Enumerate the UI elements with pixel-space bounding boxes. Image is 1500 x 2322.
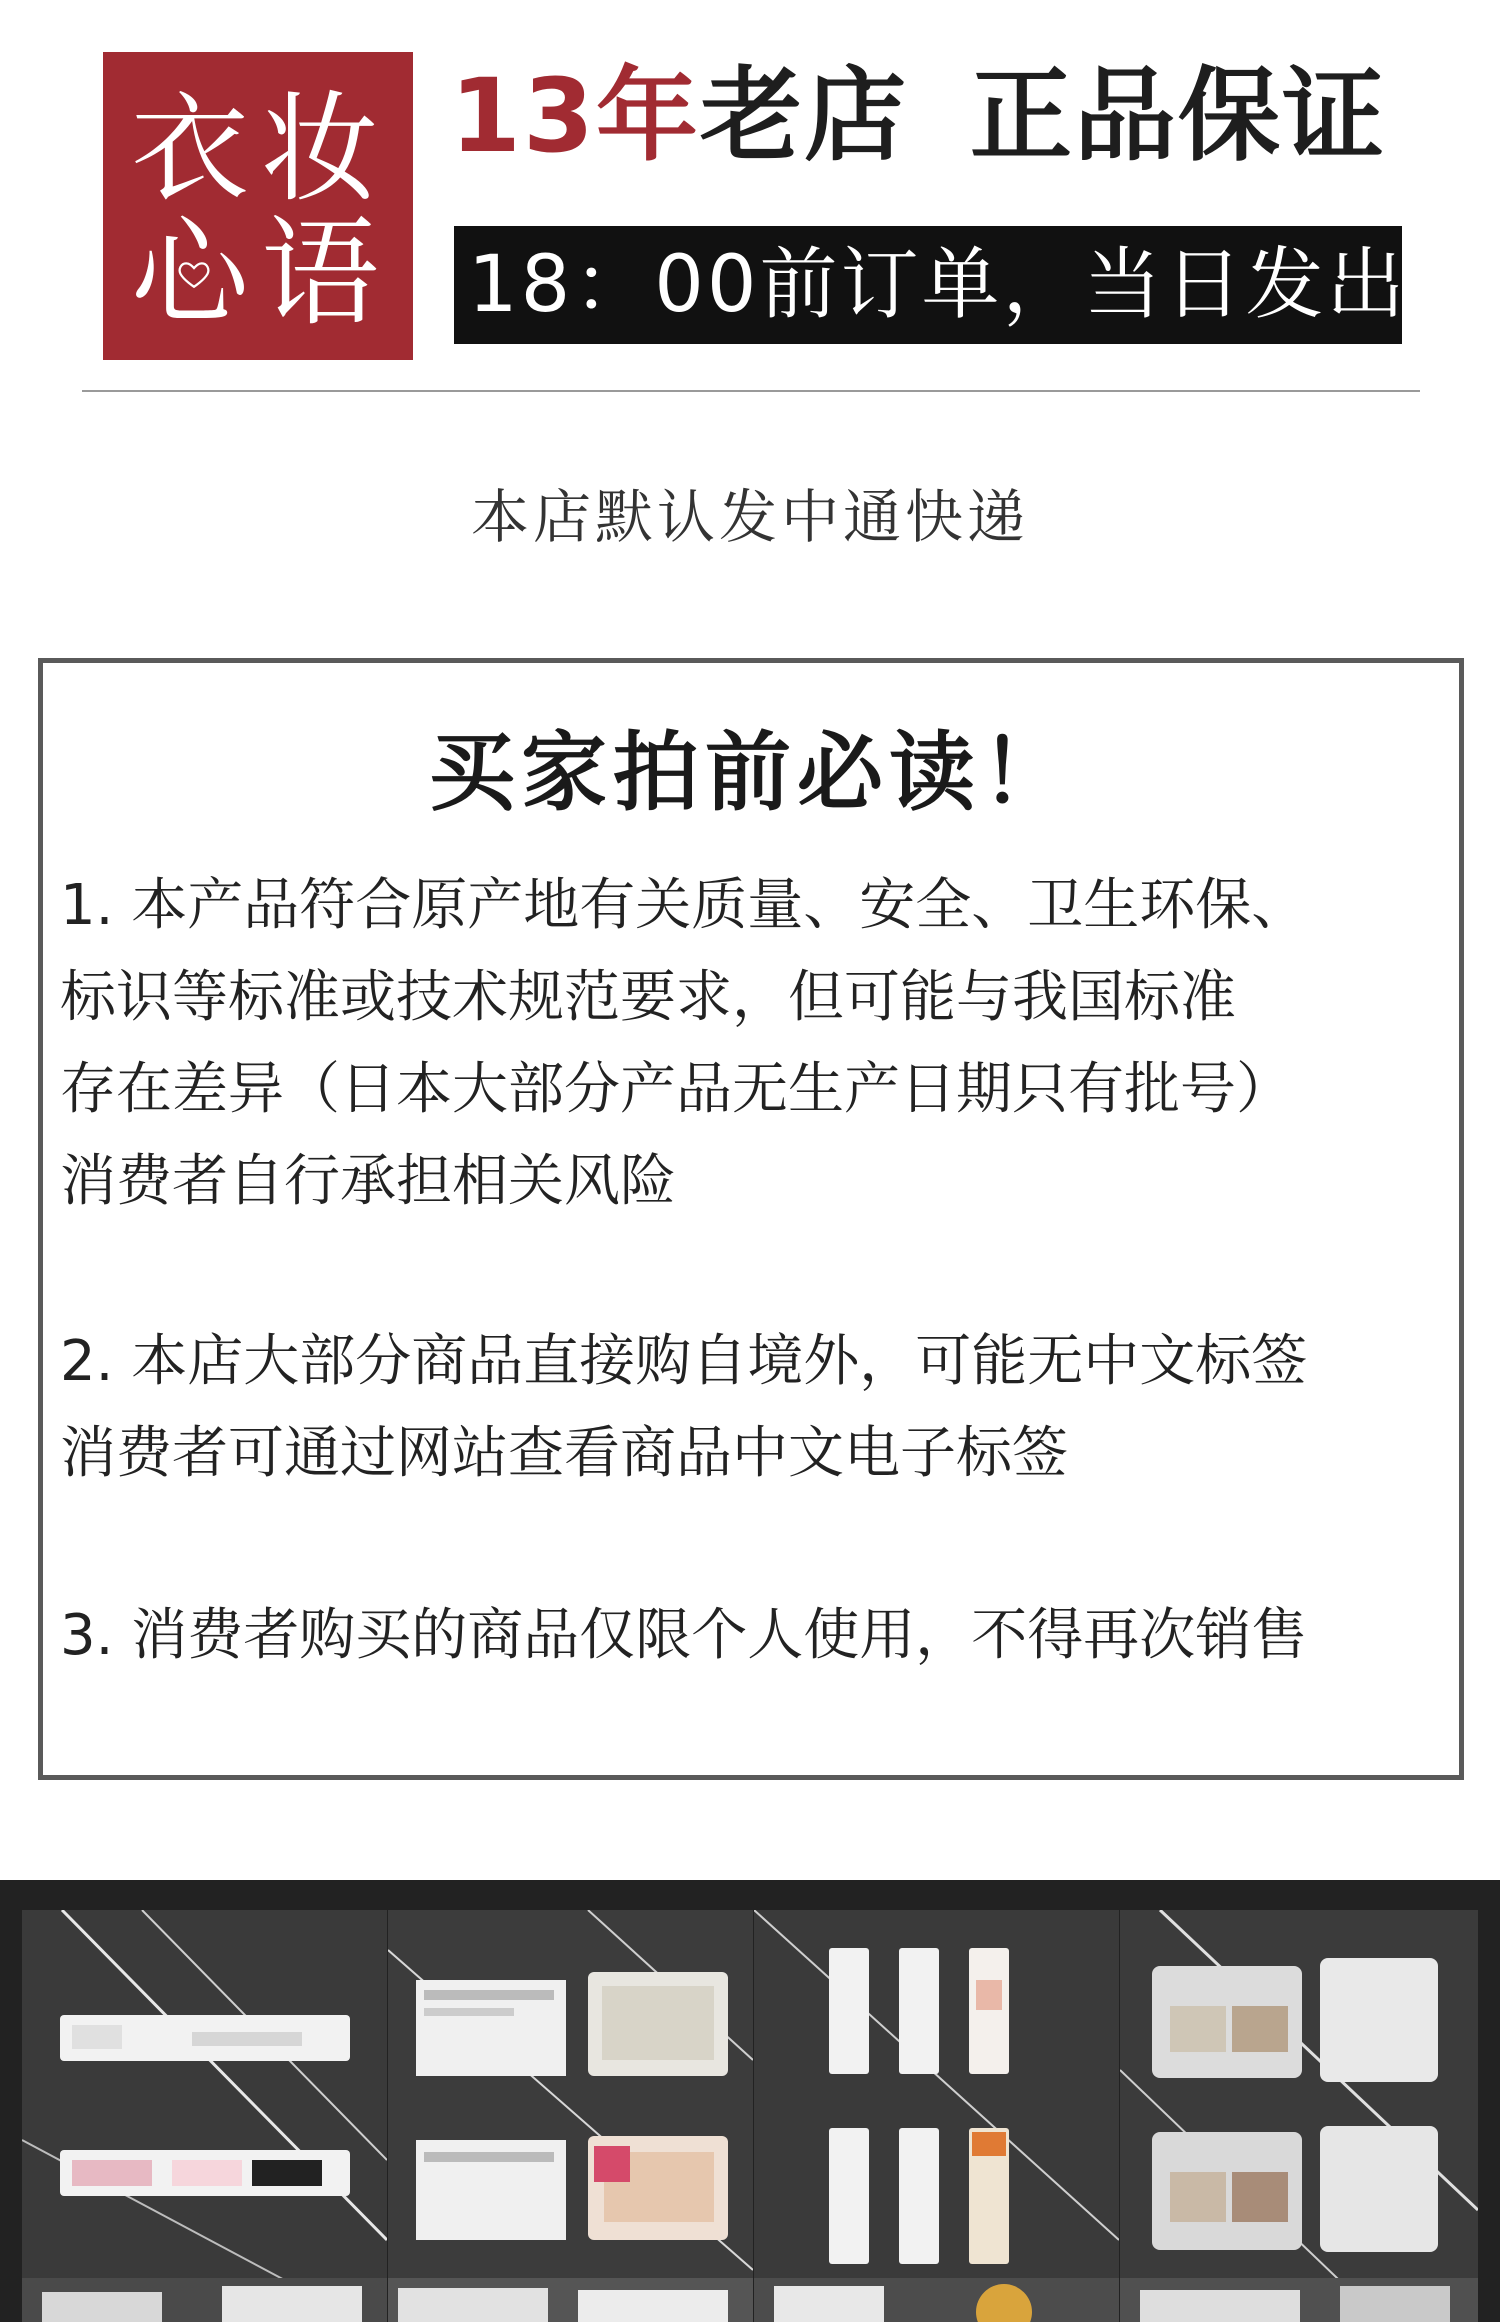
notice-line: 消费者自行承担相关风险 xyxy=(60,1149,676,1214)
logo-char: 衣 xyxy=(131,80,250,218)
notice-line: 存在差异（日本大部分产品无生产日期只有批号） xyxy=(60,1057,1292,1122)
product-photo-peek xyxy=(754,2278,1119,2322)
product-photo-strip xyxy=(0,1880,1500,2322)
years-label: 13年 xyxy=(450,57,700,176)
product-photo-peek xyxy=(388,2278,753,2322)
mascara-tubes-photo xyxy=(22,1910,387,2300)
brand-logo xyxy=(103,52,413,360)
notice-line: 3. 消费者购买的商品仅限个人使用，不得再次销售 xyxy=(60,1603,1308,1668)
tube-products-photo xyxy=(754,1910,1119,2300)
store-headline xyxy=(450,57,1386,176)
notice-line: 1. 本产品符合原产地有关质量、安全、卫生环保、 xyxy=(60,873,1308,938)
notice-item xyxy=(60,1590,1450,1682)
divider xyxy=(82,390,1420,392)
notice-line: 2. 本店大部分商品直接购自境外，可能无中文标签 xyxy=(60,1329,1308,1394)
shipping-banner: 18：00前订单，当日发出！ xyxy=(454,226,1402,344)
logo-char: 心 xyxy=(131,204,250,342)
notice-item xyxy=(60,860,1450,1228)
eyeshadow-boxes-photo xyxy=(388,1910,753,2300)
notice-title: 买家拍前必读！ xyxy=(429,723,1073,823)
logo-char: 妆 xyxy=(261,80,380,218)
notice-line: 消费者可通过网站查看商品中文电子标签 xyxy=(60,1421,1068,1486)
delivery-note: 本店默认发中通快递 xyxy=(470,483,1029,551)
notice-item xyxy=(60,1316,1450,1500)
heart-icon xyxy=(177,257,211,291)
compact-palettes-photo xyxy=(1120,1910,1478,2300)
authentic-guarantee-label: 正品保证 xyxy=(969,57,1386,176)
product-photo-peek xyxy=(22,2278,387,2322)
notice-line: 标识等标准或技术规范要求，但可能与我国标准 xyxy=(60,965,1236,1030)
logo-char: 语 xyxy=(261,204,380,342)
product-photo-peek xyxy=(1120,2278,1478,2322)
old-store-label: 老店 xyxy=(699,57,908,176)
